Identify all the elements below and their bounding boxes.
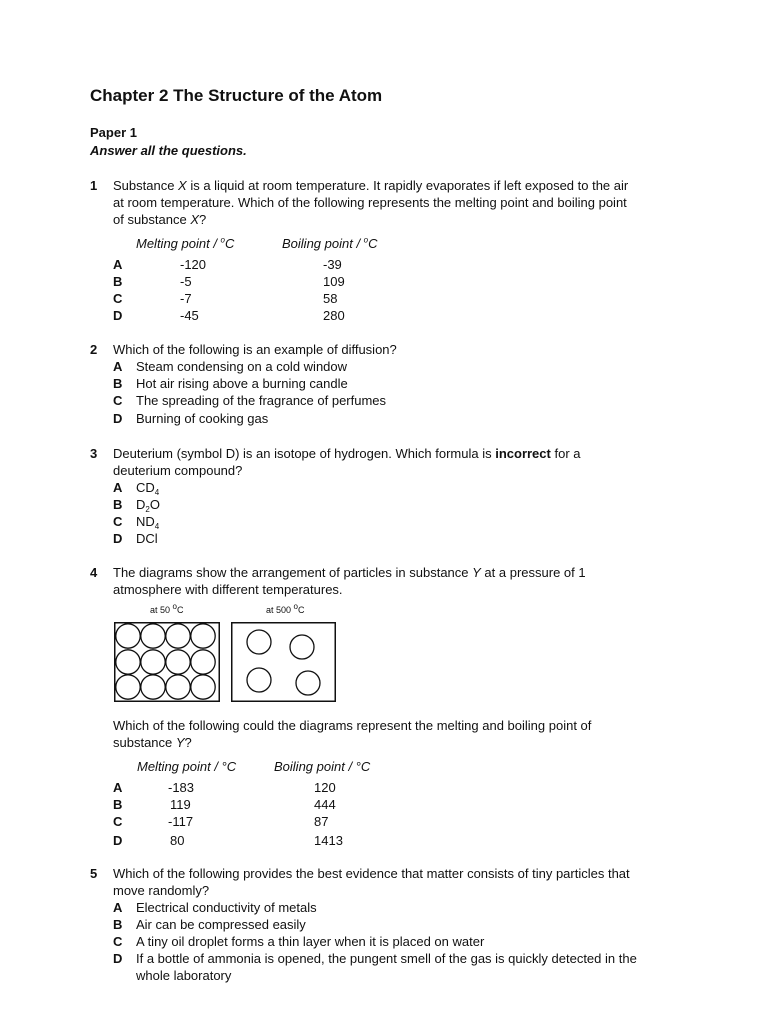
formula: $ND_4$ <box>136 514 160 531</box>
boiling-point-value: -39 <box>323 257 342 272</box>
question-stem-line: atmosphere with different temperatures. <box>113 582 343 597</box>
question-number: 4 <box>90 565 98 580</box>
question-stem-line: Which of the following provides the best evidence that matter consists of tiny particles that <box>113 866 630 881</box>
option-letter: B <box>113 917 123 932</box>
option-text: Air can be compressed easily <box>136 917 306 932</box>
question-number: 5 <box>90 866 98 881</box>
option-letter: A <box>113 780 123 795</box>
question-stem-line: Which of the following is an example of diffusion? <box>113 342 397 357</box>
option-letter: B <box>113 376 123 391</box>
question-stem-line: Which of the following could the diagrams represent the melting and boiling point of <box>113 718 592 733</box>
question-number: 3 <box>90 446 98 461</box>
option-text: Burning of cooking gas <box>136 411 269 426</box>
boiling-point-value: 120 <box>314 780 336 795</box>
boiling-point-value: 58 <box>323 291 338 306</box>
melting-point-value: 119 <box>170 797 191 812</box>
option-letter: C <box>113 514 123 529</box>
question-stem-line: move randomly? <box>113 883 210 898</box>
option-letter: B <box>113 797 123 812</box>
option-letter: C <box>113 393 123 408</box>
option-letter: C <box>113 934 123 949</box>
option-text: Hot air rising above a burning candle <box>136 376 348 391</box>
option-text: Electrical conductivity of metals <box>136 900 317 915</box>
diagram-label-500: at 500 $^o$C <box>266 602 305 615</box>
diagram-label-50: at 50 $^o$C <box>150 602 184 615</box>
question-number: 1 <box>90 178 98 193</box>
melting-point-value: -117 <box>168 814 194 829</box>
boiling-point-header: Boiling point / °C <box>274 759 371 774</box>
gas-particles-diagram <box>231 622 336 702</box>
option-text-continued: whole laboratory <box>136 968 232 983</box>
question-stem-line: at room temperature. Which of the following represents the melting point and boiling point <box>113 195 627 210</box>
option-letter: D <box>113 308 123 323</box>
option-letter: A <box>113 359 123 374</box>
melting-point-value: 80 <box>170 833 185 848</box>
question-number: 2 <box>90 342 98 357</box>
option-letter: D <box>113 411 123 426</box>
question-stem-line: Substance X is a liquid at room temperature. It rapidly evaporates if left exposed to the air <box>113 178 629 193</box>
option-letter: C <box>113 814 123 829</box>
boiling-point-value: 280 <box>323 308 345 323</box>
option-letter: D <box>113 951 123 966</box>
boiling-point-value: 1413 <box>314 833 343 848</box>
option-letter: D <box>113 531 123 546</box>
option-text: Steam condensing on a cold window <box>136 359 348 374</box>
question-stem-line: The diagrams show the arrangement of particles in substance Y at a pressure of 1 <box>113 565 586 580</box>
melting-point-value: -5 <box>180 274 192 289</box>
option-letter: B <box>113 274 123 289</box>
option-letter: C <box>113 291 123 306</box>
formula: $D_2O$ <box>136 497 160 514</box>
option-letter: D <box>113 833 123 848</box>
page-title: Chapter 2 The Structure of the Atom <box>90 86 383 105</box>
option-letter: B <box>113 497 123 512</box>
melting-point-value: -120 <box>180 257 207 272</box>
solid-particles-diagram <box>114 622 220 702</box>
boiling-point-value: 87 <box>314 814 329 829</box>
question-stem-line: Deuterium (symbol D) is an isotope of hydrogen. Which formula is incorrect for a <box>113 446 581 461</box>
question-stem-line: substance Y? <box>113 735 192 750</box>
option-letter: A <box>113 480 123 495</box>
boiling-point-value: 109 <box>323 274 345 289</box>
question-stem-line: deuterium compound? <box>113 463 243 478</box>
melting-point-header: Melting point / °C <box>137 759 237 774</box>
option-text: If a bottle of ammonia is opened, the pungent smell of the gas is quickly detected in the <box>136 951 637 966</box>
melting-point-header: Melting point / $^o$C <box>136 235 235 251</box>
melting-point-value: -183 <box>168 780 195 795</box>
option-letter: A <box>113 900 123 915</box>
melting-point-value: -7 <box>180 291 192 306</box>
boiling-point-value: 444 <box>314 797 336 812</box>
option-text: A tiny oil droplet forms a thin layer when it is placed on water <box>136 934 485 949</box>
instruction: Answer all the questions. <box>90 143 247 158</box>
boiling-point-header: Boiling point / $^o$C <box>282 235 378 251</box>
melting-point-value: -45 <box>180 308 199 323</box>
option-text: The spreading of the fragrance of perfumes <box>136 393 387 408</box>
formula: $CD_4$ <box>136 480 160 497</box>
paper-label: Paper 1 <box>90 125 137 140</box>
formula: DCl <box>136 531 158 546</box>
question-stem-line: of substance X? <box>113 212 207 227</box>
option-letter: A <box>113 257 123 272</box>
